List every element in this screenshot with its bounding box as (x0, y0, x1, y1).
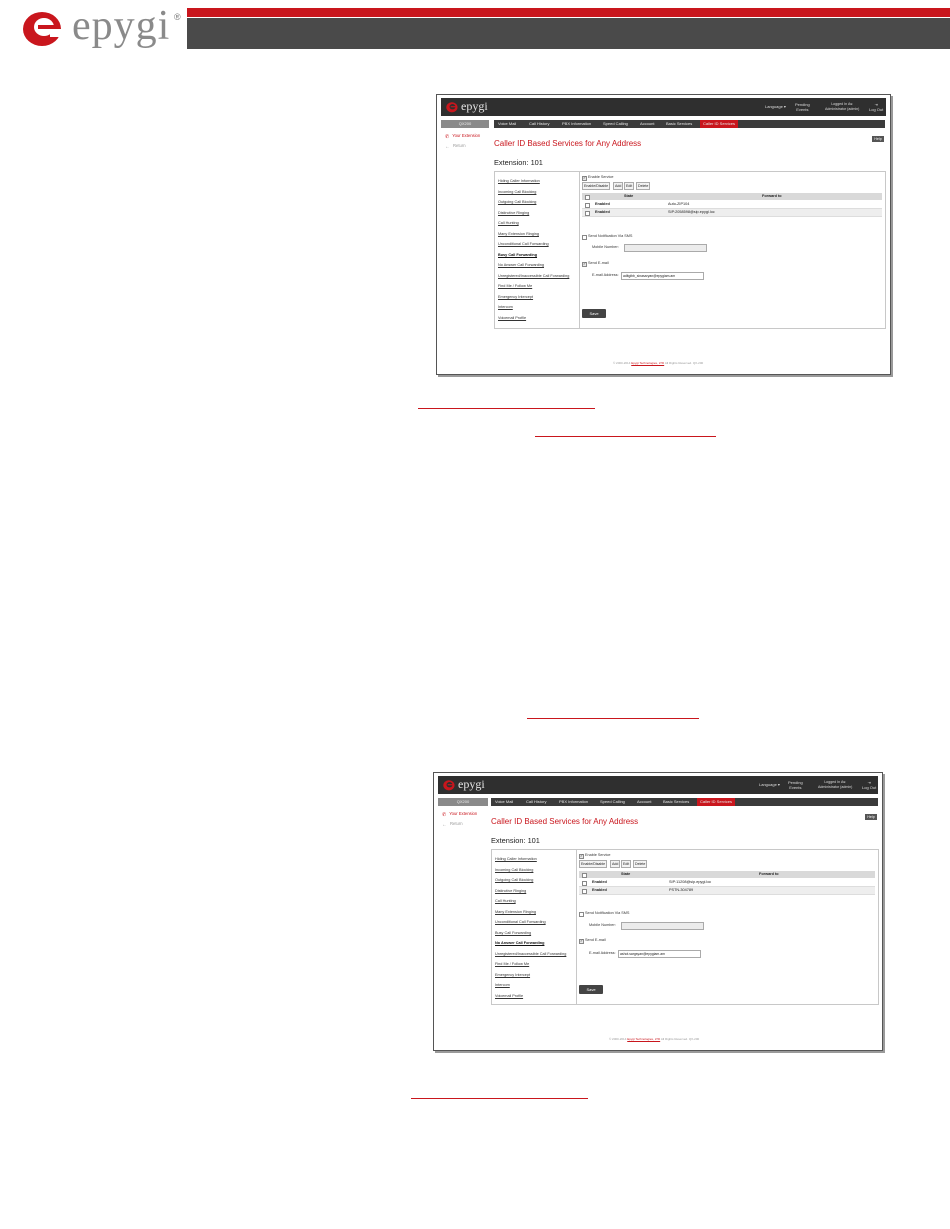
tab-pbx-information[interactable]: PBX Information (562, 121, 592, 126)
page-title: Caller ID Based Services for Any Address (491, 817, 639, 826)
mobile-number-label: Mobile Number: (589, 923, 616, 927)
row-state: Enabled (592, 880, 607, 884)
row-checkbox[interactable] (585, 203, 590, 208)
sidebar-item-your-extension[interactable]: ✆ Your Extension (442, 811, 478, 818)
email-address-label: E-mail Address: (589, 951, 616, 955)
app-topbar (438, 776, 878, 794)
mobile-number-label: Mobile Number: (592, 245, 619, 249)
menu-unconditional-call-forwarding[interactable]: Unconditional Call Forwarding (495, 920, 546, 924)
language-menu[interactable]: Language ▾ (765, 104, 786, 109)
enable-service-checkbox[interactable] (582, 176, 587, 181)
row-checkbox[interactable] (582, 889, 587, 894)
checkmark-icon: ✓ (583, 261, 587, 266)
tab-call-history[interactable]: Call History (529, 121, 550, 126)
help-button[interactable]: Help (865, 814, 877, 820)
menu-voicemail-profile[interactable]: Voicemail Profile (495, 993, 524, 998)
logout-button[interactable]: ⇥ Log Out (862, 780, 877, 790)
row-forward-to: Auto-ZIP104 (668, 202, 690, 206)
menu-busy-call-forwarding[interactable]: Busy Call Forwarding (495, 930, 532, 935)
epygi-logo-icon (443, 779, 456, 791)
row-forward-to: SIP:2058598@sip.epygi.loc (668, 210, 715, 214)
menu-unregistered-call-forwarding[interactable]: Unregistered/Inaccessible Call Forwarding (498, 273, 570, 278)
tab-caller-id-services[interactable]: Caller ID Services (700, 120, 738, 128)
menu-find-me-follow-me[interactable]: Find Me / Follow Me (495, 962, 530, 966)
screenshot-busy-call-forwarding (436, 94, 891, 375)
send-email-checkbox[interactable] (582, 262, 587, 267)
tab-speed-calling[interactable]: Speed Calling (603, 121, 628, 126)
col-state[interactable]: State (624, 194, 634, 198)
enable-service-label: Enable Service (588, 175, 614, 179)
registered-mark: ® (174, 12, 181, 22)
grid-header (582, 193, 882, 200)
back-arrow-icon: ← (445, 143, 450, 150)
menu-incoming-call-blocking[interactable]: Incoming Call Blocking (495, 867, 534, 872)
table-row[interactable] (582, 209, 882, 217)
back-arrow-icon: ← (442, 821, 447, 828)
email-address-input[interactable]: aditgibb_sinasaryan@epygiam.am (621, 272, 704, 280)
hyperlink-underline[interactable] (535, 436, 716, 437)
menu-many-extension-ringing[interactable]: Many Extension Ringing (498, 231, 539, 236)
email-address-input[interactable]: ashot.sargsyan@epygiam.am (618, 950, 701, 958)
menu-incoming-call-blocking[interactable]: Incoming Call Blocking (498, 189, 537, 194)
menu-call-hunting[interactable]: Call Hunting (495, 899, 516, 903)
menu-distinctive-ringing[interactable]: Distinctive Ringing (498, 210, 530, 215)
menu-no-answer-call-forwarding[interactable]: No Answer Call Forwarding (498, 263, 545, 267)
menu-voicemail-profile[interactable]: Voicemail Profile (498, 315, 527, 320)
sidebar-item-your-extension[interactable]: ✆ Your Extension (445, 133, 481, 140)
table-row[interactable] (582, 201, 882, 209)
main-tabs (491, 798, 878, 806)
tab-pbx-information[interactable]: PBX Information (559, 799, 589, 804)
main-tabs (494, 120, 885, 128)
tab-basic-services[interactable]: Basic Services (663, 799, 690, 804)
extension-label: Extension: 101 (494, 158, 543, 167)
services-menu (492, 850, 577, 1004)
copyright: © 2000-2014 Epygi Technologies, LTD All Rights Reserved. QX-200 (609, 1037, 700, 1041)
checkmark-icon: ✓ (583, 175, 587, 180)
delete-button[interactable]: Delete (635, 862, 646, 866)
grid-header (579, 871, 875, 878)
tab-voice-mail[interactable]: Voice Mail (498, 121, 517, 126)
services-menu (495, 172, 580, 328)
send-email-checkbox[interactable] (579, 939, 584, 944)
phone-icon: ✆ (445, 133, 450, 140)
menu-no-answer-call-forwarding[interactable]: No Answer Call Forwarding (495, 941, 545, 945)
menu-unconditional-call-forwarding[interactable]: Unconditional Call Forwarding (498, 242, 549, 246)
enable-service-checkbox[interactable] (579, 854, 584, 859)
table-row[interactable] (579, 879, 875, 887)
tab-speed-calling[interactable]: Speed Calling (600, 799, 625, 804)
device-tab[interactable]: QX200 (438, 798, 488, 806)
logged-in-info: Logged In As: Administrator (admin) (825, 102, 860, 111)
menu-find-me-follow-me[interactable]: Find Me / Follow Me (498, 284, 533, 288)
menu-unregistered-call-forwarding[interactable]: Unregistered/Inaccessible Call Forwarding (495, 951, 567, 956)
select-all-checkbox[interactable] (582, 873, 587, 878)
row-state: Enabled (595, 210, 610, 214)
menu-hiding-caller-information[interactable]: Hiding Caller Information (498, 179, 540, 183)
page-title: Caller ID Based Services for Any Address (494, 139, 642, 148)
sms-label: Send Notification Via SMS (585, 911, 630, 915)
email-address-label: E-mail Address: (592, 273, 619, 277)
col-forward-to[interactable]: Forward to (759, 872, 779, 876)
menu-intercom[interactable]: Intercom (498, 305, 513, 309)
tab-account[interactable]: Account (637, 799, 652, 804)
add-button[interactable]: Add (615, 184, 622, 188)
hyperlink-underline[interactable] (411, 1098, 588, 1099)
epygi-logo-icon (446, 101, 459, 113)
menu-busy-call-forwarding[interactable]: Busy Call Forwarding (498, 252, 538, 257)
phone-icon: ✆ (442, 811, 447, 818)
logout-icon: ⇥ (874, 102, 878, 107)
help-button[interactable]: Help (872, 136, 884, 142)
screenshot-no-answer-call-forwarding (433, 772, 883, 1051)
row-checkbox[interactable] (582, 881, 587, 886)
sidebar-item-return[interactable]: ← Return (445, 143, 466, 150)
save-button[interactable]: Save (582, 309, 606, 318)
app-topbar (441, 98, 886, 116)
send-email-label: Send E-mail (585, 938, 606, 942)
enable-disable-button[interactable]: Enable/Disable (581, 862, 606, 866)
copyright-link[interactable]: Epygi Technologies, LTD (627, 1037, 661, 1041)
col-state[interactable]: State (621, 872, 631, 876)
sms-checkbox[interactable] (582, 235, 587, 240)
logout-icon: ⇥ (867, 780, 871, 785)
hyperlink-underline[interactable] (418, 408, 595, 409)
app-logo-text: epygi (461, 99, 488, 113)
tab-voice-mail[interactable]: Voice Mail (495, 799, 514, 804)
table-row[interactable] (579, 887, 875, 895)
hyperlink-underline[interactable] (527, 718, 699, 719)
logout-button[interactable]: ⇥ Log Out (869, 102, 884, 112)
pending-events-button[interactable]: Pending Events (788, 780, 803, 790)
save-button[interactable]: Save (579, 985, 603, 994)
col-forward-to[interactable]: Forward to (762, 194, 782, 198)
enable-service-label: Enable Service (585, 853, 611, 857)
header-red-bar (187, 8, 950, 17)
menu-emergency-intercept[interactable]: Emergency Intercept (498, 294, 534, 299)
menu-outgoing-call-blocking[interactable]: Outgoing Call Blocking (498, 200, 537, 204)
page-header (0, 0, 950, 60)
tab-account[interactable]: Account (640, 121, 655, 126)
sms-label: Send Notification Via SMS (588, 234, 633, 238)
sms-checkbox[interactable] (579, 912, 584, 917)
copyright: © 2000-2014 Epygi Technologies, LTD All Rights Reserved. QX-200 (613, 361, 704, 365)
edit-button[interactable]: Edit (626, 184, 633, 188)
menu-call-hunting[interactable]: Call Hunting (498, 221, 519, 225)
epygi-logo-icon (22, 8, 66, 48)
tab-basic-services[interactable]: Basic Services (666, 121, 693, 126)
menu-hiding-caller-information[interactable]: Hiding Caller Information (495, 857, 537, 861)
delete-button[interactable]: Delete (638, 184, 649, 188)
menu-many-extension-ringing[interactable]: Many Extension Ringing (495, 909, 536, 914)
sidebar-item-return[interactable]: ← Return (442, 821, 463, 828)
edit-button[interactable]: Edit (623, 862, 630, 866)
select-all-checkbox[interactable] (585, 195, 590, 200)
header-dark-bar (187, 18, 950, 49)
services-panel (494, 171, 886, 329)
checkmark-icon: ✓ (580, 938, 584, 943)
menu-outgoing-call-blocking[interactable]: Outgoing Call Blocking (495, 878, 534, 882)
menu-distinctive-ringing[interactable]: Distinctive Ringing (495, 888, 527, 893)
menu-emergency-intercept[interactable]: Emergency Intercept (495, 972, 531, 977)
row-state: Enabled (595, 202, 610, 206)
epygi-logo (22, 3, 192, 50)
logo-text: epygi (72, 3, 171, 49)
enable-disable-button[interactable]: Enable/Disable (584, 184, 609, 188)
extension-label: Extension: 101 (491, 836, 540, 845)
add-button[interactable]: Add (612, 862, 619, 866)
row-forward-to: PSTN-304789 (669, 888, 694, 892)
tab-caller-id-services[interactable]: Caller ID Services (697, 798, 735, 806)
checkmark-icon: ✓ (580, 853, 584, 858)
app-logo-text: epygi (458, 777, 485, 791)
device-tab[interactable]: QX200 (441, 120, 489, 128)
copyright-link[interactable]: Epygi Technologies, LTD (631, 361, 665, 365)
row-state: Enabled (592, 888, 607, 892)
tab-call-history[interactable]: Call History (526, 799, 547, 804)
row-forward-to: SIP:11208@sip.epygi.loc (669, 880, 712, 884)
row-checkbox[interactable] (585, 211, 590, 216)
pending-events-button[interactable]: Pending Events (795, 102, 810, 112)
send-email-label: Send E-mail (588, 261, 609, 265)
logged-in-info: Logged In As: Administrator (admin) (818, 780, 853, 789)
language-menu[interactable]: Language ▾ (759, 782, 780, 787)
mobile-number-input[interactable] (621, 922, 704, 930)
services-panel (491, 849, 879, 1005)
menu-intercom[interactable]: Intercom (495, 983, 510, 987)
mobile-number-input[interactable] (624, 244, 707, 252)
